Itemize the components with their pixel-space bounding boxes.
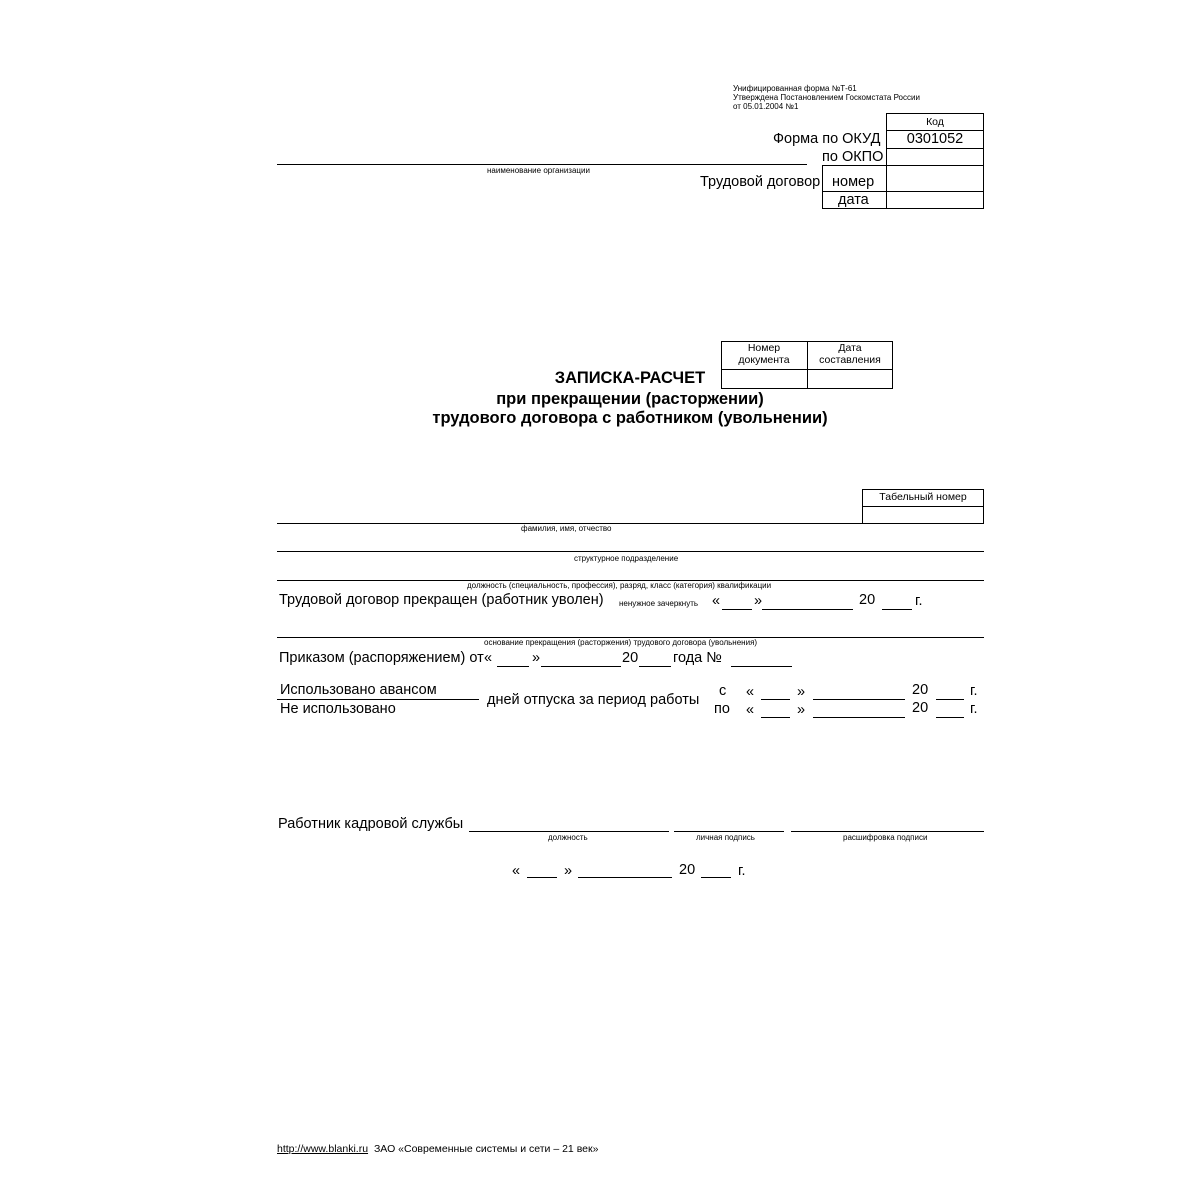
tabel-label: Табельный номер <box>879 491 967 503</box>
signature-day-field[interactable] <box>527 877 557 878</box>
title-line3: трудового договора с работником (увольнении) <box>432 409 828 427</box>
vacation-to-year-prefix: 20 <box>912 700 929 716</box>
code-header-cell <box>886 113 984 131</box>
termination-day-field[interactable] <box>722 609 752 610</box>
termination-quote-close: » <box>754 593 763 609</box>
order-month-field[interactable] <box>541 666 621 667</box>
nomer-label: номер <box>832 174 875 190</box>
signature-sign-caption: личная подпись <box>696 833 755 842</box>
vacation-from-day-field[interactable] <box>761 699 790 700</box>
signature-year-field[interactable] <box>701 877 731 878</box>
org-caption: наименование организации <box>487 166 590 175</box>
okpo-label: по ОКПО <box>822 149 884 165</box>
vacation-to-year-field[interactable] <box>936 717 964 718</box>
strike-note: ненужное зачеркнуть <box>619 599 699 608</box>
doc-date-field[interactable] <box>808 370 892 388</box>
footer <box>277 1143 598 1155</box>
termination-label: Трудовой договор прекращен (работник уволен) <box>279 592 604 608</box>
okud-label: Форма по ОКУД <box>773 131 881 147</box>
footer-link[interactable]: http://www.blanki.ru <box>277 1143 369 1155</box>
department-caption: структурное подразделение <box>574 554 679 563</box>
form-header-line3: от 05.01.2004 №1 <box>733 102 799 111</box>
fio-caption: фамилия, имя, отчество <box>521 524 612 533</box>
kod-label: Код <box>926 116 944 128</box>
basis-caption: основание прекращения (расторжения) трудового договора (увольнения) <box>484 638 758 647</box>
signature-month-field[interactable] <box>578 877 672 878</box>
order-day-field[interactable] <box>497 666 529 667</box>
vacation-to-year-suffix: г. <box>970 701 978 717</box>
order-number-field[interactable] <box>731 666 792 667</box>
footer-company: ЗАО «Современные системы и сети – 21 век» <box>373 1143 599 1155</box>
title-line2: при прекращении (расторжении) <box>496 390 764 408</box>
doc-number-header: Номер документа <box>738 342 790 366</box>
vacation-from-label: с <box>719 683 727 699</box>
signature-quote-open: « <box>512 863 521 879</box>
vacation-to-day-field[interactable] <box>761 717 790 718</box>
vacation-from-quote-open: « <box>746 684 755 700</box>
signature-decode-field[interactable] <box>791 831 984 832</box>
form-header-line2: Утверждена Постановлением Госкомстата России <box>733 93 920 102</box>
termination-year-prefix: 20 <box>859 592 876 608</box>
data-label: дата <box>838 192 869 208</box>
signature-label: Работник кадровой службы <box>278 816 464 832</box>
signature-year-prefix: 20 <box>679 862 696 878</box>
vacation-to-label: по <box>714 701 730 717</box>
termination-quote-open: « <box>712 593 721 609</box>
termination-year-suffix: г. <box>915 593 923 609</box>
vacation-from-year-field[interactable] <box>936 699 964 700</box>
position-caption: должность (специальность, профессия), разряд, класс (категория) квалификации <box>467 581 772 590</box>
vacation-days-label: дней отпуска за период работы <box>487 692 700 708</box>
termination-month-field[interactable] <box>762 609 853 610</box>
signature-position-caption: должность <box>548 833 588 842</box>
vacation-to-month-field[interactable] <box>813 717 905 718</box>
vacation-from-month-field[interactable] <box>813 699 905 700</box>
order-quote-open: « <box>484 650 493 666</box>
vacation-unused-label: Не использовано <box>280 701 396 717</box>
order-year-suffix: года № <box>673 650 722 666</box>
termination-year-field[interactable] <box>882 609 912 610</box>
order-quote-close: » <box>532 650 541 666</box>
order-label: Приказом (распоряжением) от <box>279 650 484 666</box>
title-line1: ЗАПИСКА-РАСЧЕТ <box>554 369 706 387</box>
signature-quote-close: » <box>564 863 573 879</box>
vacation-to-quote-close: » <box>797 702 806 718</box>
vacation-from-quote-close: » <box>797 684 806 700</box>
tabel-field[interactable] <box>863 507 983 523</box>
form-header-line1: Унифицированная форма №Т-61 <box>733 84 857 93</box>
signature-sign-field[interactable] <box>674 831 784 832</box>
order-year-prefix: 20 <box>622 650 639 666</box>
signature-position-field[interactable] <box>469 831 669 832</box>
doc-number-field[interactable] <box>722 370 806 388</box>
vacation-to-quote-open: « <box>746 702 755 718</box>
signature-year-suffix: г. <box>738 863 746 879</box>
okud-value: 0301052 <box>906 131 964 147</box>
vacation-from-year-suffix: г. <box>970 683 978 699</box>
org-line[interactable] <box>277 164 807 165</box>
contract-label: Трудовой договор <box>700 174 821 190</box>
signature-decode-caption: расшифровка подписи <box>843 833 928 842</box>
doc-date-header: Дата составления <box>819 342 881 366</box>
vacation-from-year-prefix: 20 <box>912 682 929 698</box>
order-year-field[interactable] <box>639 666 671 667</box>
vacation-used-label: Использовано авансом <box>280 682 437 698</box>
department-line[interactable] <box>277 551 984 552</box>
